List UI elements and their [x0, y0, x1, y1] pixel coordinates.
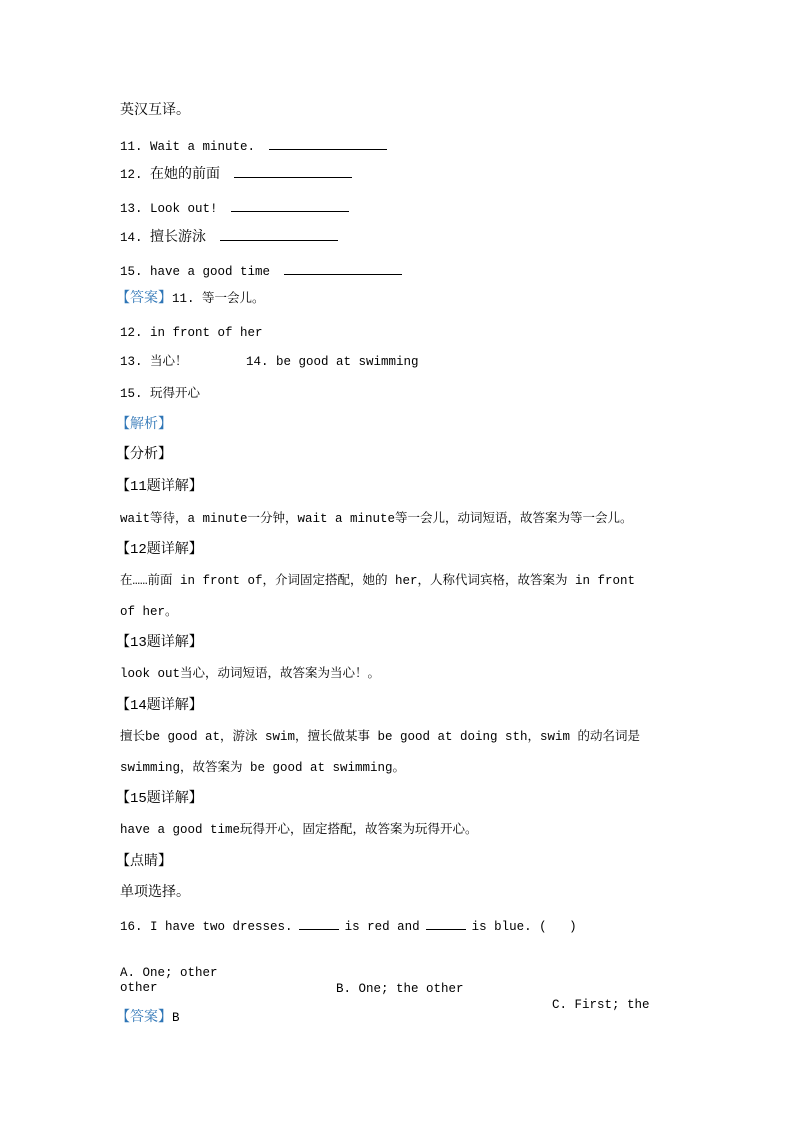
q-text: Wait a minute. — [150, 140, 256, 154]
detail-line: swimming，故答案为 be good at swimming。 — [120, 761, 406, 775]
option-b[interactable]: B. One; the other — [336, 982, 464, 996]
detail-line: look out当心，动词短语，故答案为当心！。 — [120, 667, 381, 681]
detail-title: 【13题详解】 — [116, 635, 203, 651]
analysis-tag: 【解析】 — [116, 417, 172, 433]
answer-tag: 【答案】 — [116, 1010, 172, 1026]
question-16 — [120, 918, 577, 935]
q-num: 11. — [120, 140, 143, 154]
answer-blank[interactable] — [299, 918, 339, 930]
detail-title: 【14题详解】 — [116, 698, 203, 714]
q-num: 15. — [120, 265, 143, 279]
q-num: 12. — [120, 168, 143, 182]
section-title: 英汉互译。 — [120, 103, 190, 119]
question-14 — [120, 229, 338, 246]
option-c-wrap: other — [120, 981, 158, 995]
detail-title: 【11题详解】 — [116, 479, 203, 495]
detail-title: 【12题详解】 — [116, 542, 203, 558]
answer-blank[interactable] — [220, 229, 338, 241]
option-c[interactable]: C. First; the — [552, 998, 650, 1012]
q-text: 擅长游泳 — [150, 230, 207, 246]
answer-line-11 — [116, 291, 265, 307]
detail-line: of her。 — [120, 605, 178, 619]
answer-blank[interactable] — [426, 918, 466, 930]
q-num: 16. — [120, 920, 143, 934]
question-15 — [120, 263, 402, 280]
question-11 — [120, 138, 387, 155]
q16-options — [120, 949, 680, 1013]
answer-text: 11. 等一会儿。 — [172, 292, 265, 306]
answer-tag: 【答案】 — [116, 291, 172, 307]
option-a[interactable]: A. One; other — [120, 966, 218, 980]
q-text: Look out! — [150, 202, 218, 216]
answer-line-12: 12. in front of her — [120, 326, 263, 340]
q-text: is blue. ( ) — [471, 920, 577, 934]
dianjing-heading: 【点睛】 — [116, 854, 172, 870]
answer-text: B — [172, 1011, 180, 1025]
answer-text: 13. 当心！ — [120, 355, 188, 369]
question-12 — [120, 166, 352, 183]
q-text: I have two dresses. — [150, 920, 293, 934]
q-num: 14. — [120, 231, 143, 245]
q-text: 在她的前面 — [150, 167, 221, 183]
q-text: have a good time — [150, 265, 271, 279]
detail-line: wait等待，a minute一分钟，wait a minute等一会儿，动词短语，故答案为等一会儿。 — [120, 512, 633, 526]
answer-blank[interactable] — [234, 166, 352, 178]
answer-blank[interactable] — [231, 200, 349, 212]
answer-text: 14. be good at swimming — [246, 355, 419, 369]
detail-line: have a good time玩得开心，固定搭配，故答案为玩得开心。 — [120, 823, 478, 837]
q-text: is red and — [344, 920, 420, 934]
q-num: 13. — [120, 202, 143, 216]
analysis-heading: 【分析】 — [116, 447, 172, 463]
question-13 — [120, 200, 349, 217]
answer-line-15: 15. 玩得开心 — [120, 387, 201, 401]
answer-blank[interactable] — [284, 263, 402, 275]
answer-line-13-14 — [120, 354, 419, 370]
detail-line: 在……前面 in front of，介词固定搭配，她的 her，人称代词宾格，故答案为 in front — [120, 574, 636, 588]
answer-blank[interactable] — [269, 138, 387, 150]
detail-line: 擅长be good at，游泳 swim，擅长做某事 be good at doing sth，swim 的动名词是 — [120, 730, 641, 744]
detail-title: 【15题详解】 — [116, 791, 203, 807]
section2-title: 单项选择。 — [120, 885, 190, 901]
answer-line-16 — [116, 1010, 180, 1026]
